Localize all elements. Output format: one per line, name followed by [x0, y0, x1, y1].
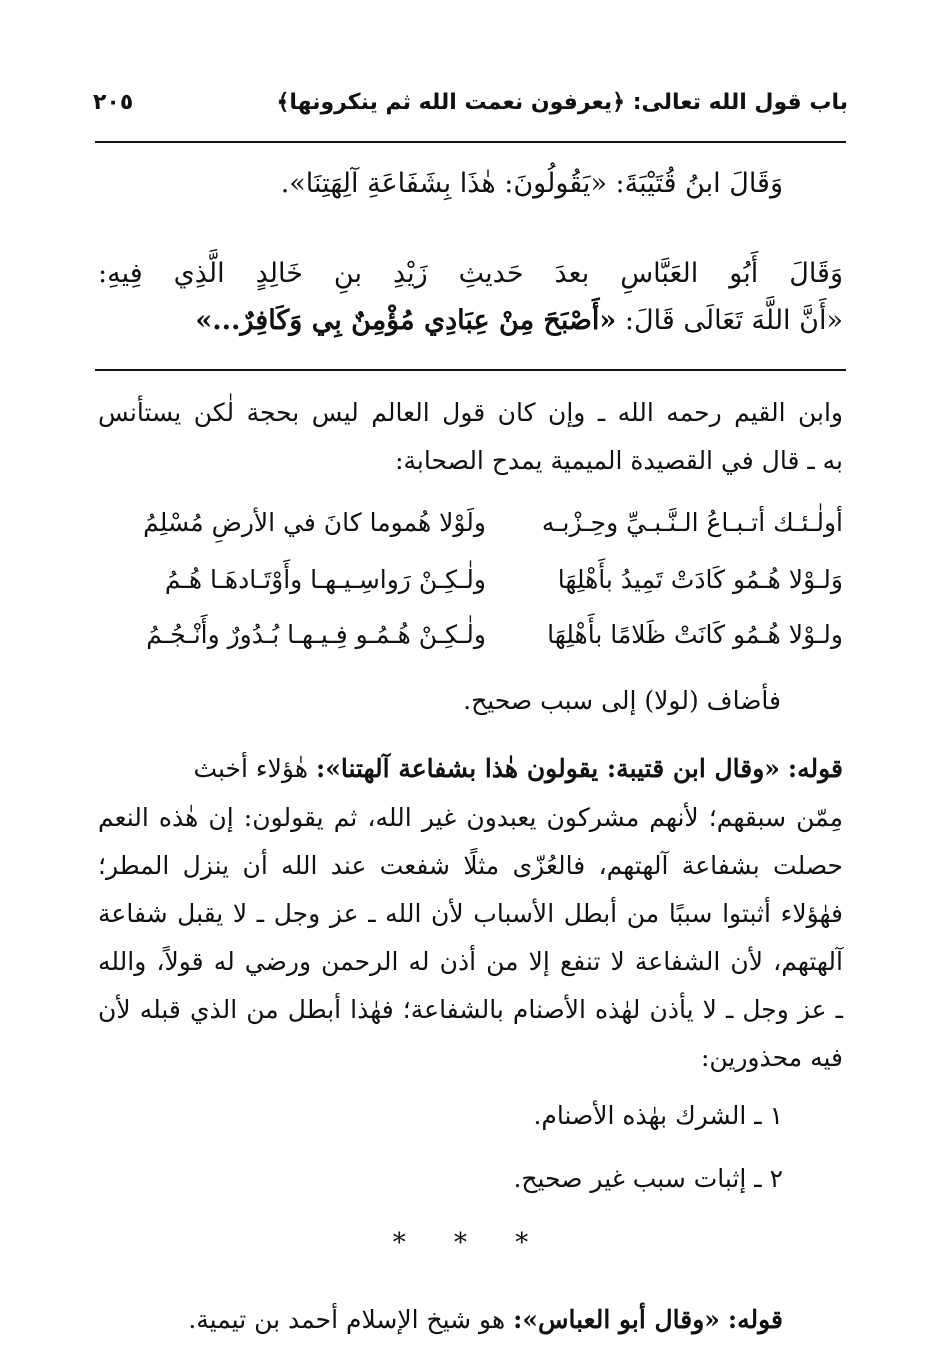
- commentary-p2-line: مِمّن سبقهم؛ لأنهم مشركون يعبدون غير الله، ثم يقولون: إن هٰذه النعم: [98, 803, 843, 832]
- after-poem-note: فأضاف (لولا) إلى سبب صحيح.: [463, 686, 781, 715]
- poem-line-3-right: ولـوْلا هُـمُو كَانَتْ ظَلامًا بأَهْلِهَا: [547, 620, 843, 649]
- list-item-1: ١ ـ الشرك بهٰذه الأصنام.: [533, 1101, 783, 1130]
- hadith-qudsi-text: «أَصْبَحَ مِنْ عِبَادِي مُؤْمِنٌ بِي وَكَافِرٌ...»: [195, 305, 617, 336]
- commentary-p3-rest: هو شيخ الإسلام أحمد بن تيمية.: [188, 1305, 506, 1334]
- section-separator: * * *: [392, 1228, 549, 1258]
- commentary-p2-line: آلهتهم، لأن الشفاعة لا تنفع إلا من أذن له الرحمن ورضي له قولاً، والله: [98, 947, 843, 976]
- header-divider: [95, 141, 846, 143]
- commentary-p2-line1-rest: هٰؤلاء أخبث: [193, 754, 309, 783]
- quoted-phrase: «وقال ابن قتيبة: يقولون هٰذا بشفاعة آلهتنا»:: [315, 754, 780, 783]
- commentary-label: قوله:: [787, 754, 843, 783]
- quote-abu-alabbas-line2: [195, 305, 843, 337]
- commentary-p2-line1: [193, 754, 843, 784]
- poem-line-2-right: وَلـوْلا هُـمُو كَادَتْ تَمِيدُ بأَهْلِهَا: [557, 565, 843, 594]
- poem-line-2-left: ولٰـكِـنْ رَواسِـيـهـا وأَوْتَـادهَـا هُـمُ: [164, 565, 486, 594]
- quote-ibn-qutaybah: وَقَالَ ابنُ قُتَيْبَةَ: «يَقُولُونَ: هٰذَا بِشَفَاعَةِ آلِهَتِنَا».: [280, 168, 783, 199]
- list-item-2: ٢ ـ إثبات سبب غير صحيح.: [513, 1164, 783, 1193]
- poem-line-1-left: ولَوْلا هُموما كانَ في الأرضِ مُسْلِمُ: [143, 508, 486, 537]
- poem-line-3-left: ولٰـكِـنْ هُـمُـو فِـيـهـا بُـدُورٌ وأَنْـجُـمُ: [146, 620, 486, 649]
- matn-divider: [95, 369, 846, 371]
- quoted-phrase: «وقال أبو العباس»:: [513, 1305, 720, 1334]
- commentary-p2-line: ـ عز وجل ـ لا يأذن لهٰذه الأصنام بالشفاعة؛ فهٰذا أبطل من الذي قبله لأن: [98, 995, 843, 1024]
- commentary-p2-line: فهٰؤلاء أثبتوا سببًا من أبطل الأسباب لأن الله ـ عز وجل ـ لا يقبل شفاعة: [98, 899, 843, 928]
- commentary-intro-line2: به ـ قال في القصيدة الميمية يمدح الصحابة:: [395, 446, 843, 475]
- commentary-p3: [188, 1305, 783, 1335]
- running-header: [93, 82, 848, 122]
- commentary-p2-line: حصلت بشفاعة آلهتهم، فالعُزّى مثلًا شفعت عند الله أن ينزل المطر؛: [98, 851, 843, 880]
- commentary-intro-line1: وابن القيم رحمه الله ـ وإن كان قول العالم ليس بحجة لٰكن يستأنس: [98, 398, 843, 427]
- quote-abu-alabbas-line1: وَقَالَ أَبُو العَبَّاسِ بعدَ حَديثِ زَيْدِ بنِ خَالِدٍ الَّذِي فِيهِ:: [98, 258, 843, 289]
- quote-abu-alabbas-intro: «أَنَّ اللَّهَ تَعَالَى قَالَ:: [624, 305, 843, 336]
- page-number: ٢٠٥: [93, 89, 134, 115]
- commentary-label: قوله:: [727, 1305, 783, 1334]
- chapter-title: باب قول الله تعالى: ﴿يعرفون نعمت الله ثم ينكرونها﴾: [276, 89, 848, 115]
- commentary-p2-last: فيه محذورين:: [700, 1043, 843, 1072]
- poem-line-1-right: أولٰـئـك أتـبـاعُ الـنَّـبـيِّ وحِـزْبـه: [541, 508, 843, 537]
